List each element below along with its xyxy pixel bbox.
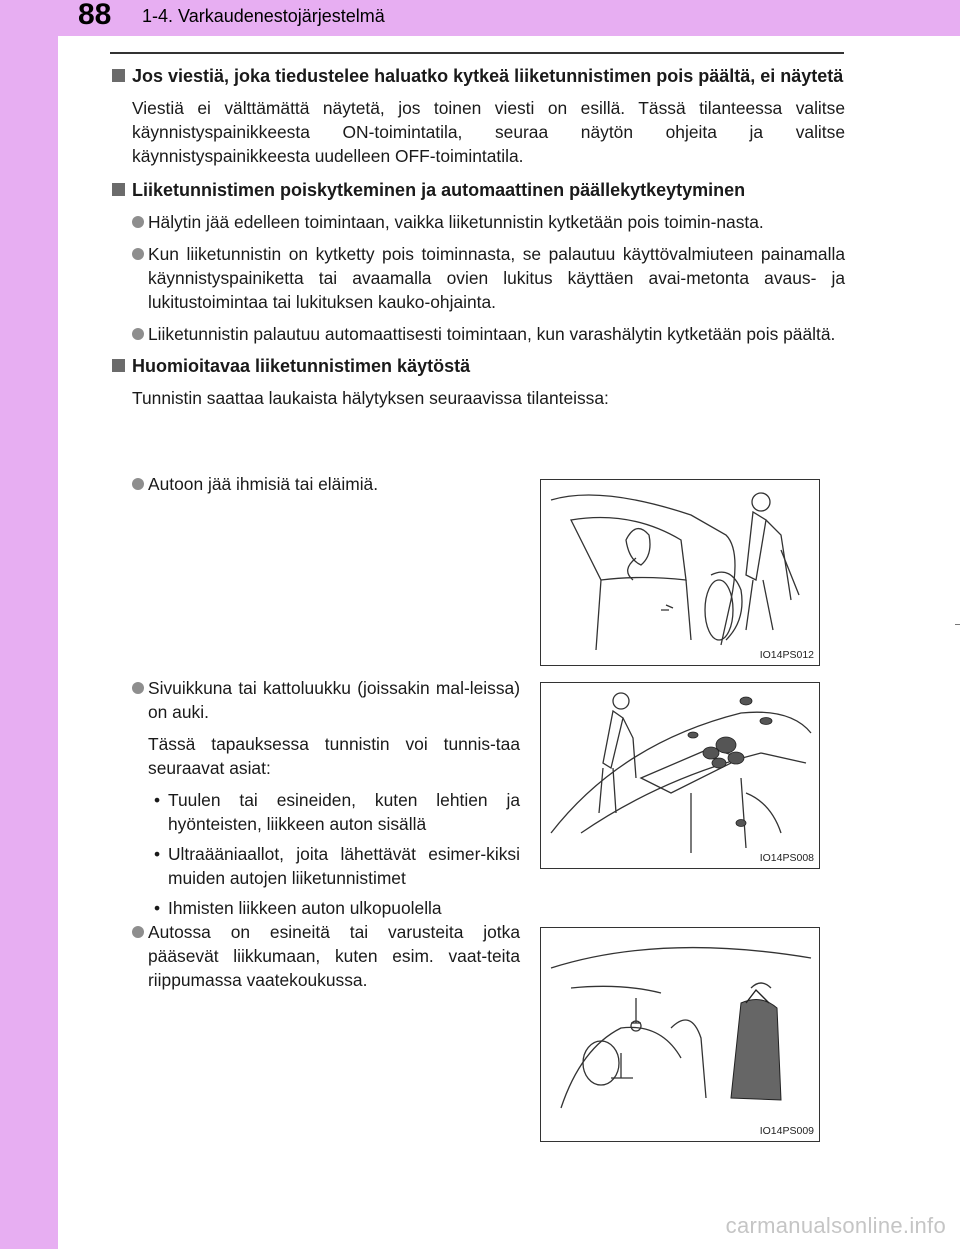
- illustration-leaves-sunroof: [540, 682, 820, 869]
- sidebar-accent: [0, 0, 58, 1249]
- round-bullet-icon: [132, 328, 144, 340]
- list-item: Autoon jää ihmisiä tai eläimiä.: [132, 472, 520, 496]
- section-heading-text: Jos viestiä, joka tiedustelee haluatko kytkeä liiketunnistimen pois päältä, ei näytetä: [132, 66, 844, 86]
- round-bullet-icon: [132, 478, 144, 490]
- round-bullet-icon: [132, 926, 144, 938]
- dash-item: • Tuulen tai esineiden, kuten lehtien ja hyönteisten, liikkeen auton sisällä: [154, 790, 520, 834]
- round-bullet-icon: [132, 248, 144, 260]
- car-dog-person-drawing: [541, 480, 818, 664]
- illustration-hanging-clothes: [540, 927, 820, 1142]
- square-bullet-icon: [112, 183, 125, 196]
- item-text-block: [110, 472, 520, 504]
- dash-bullet-icon: •: [154, 790, 161, 810]
- dash-bullet-icon: •: [154, 844, 161, 864]
- round-bullet-icon: [132, 682, 144, 694]
- round-bullet-icon: [132, 216, 144, 228]
- section-intro: Tunnistin saattaa laukaista hälytyksen seuraavissa tilanteissa:: [132, 388, 609, 408]
- section-body: Viestiä ei välttämättä näytetä, jos toinen viesti on esillä. Tässä tilanteessa valitse käynnistyspainikkeesta ON-toimintatila, seuraa näytön ohjeita ja valitse käynnistyspainikkeesta uudelleen OFF-toimintatila.: [132, 98, 845, 166]
- list-item: Hälytin jää edelleen toimintaan, vaikka liiketunnistin kytketään pois toimin-nasta.: [132, 210, 845, 234]
- page-number: 88: [78, 0, 112, 31]
- car-interior-drawing: [541, 928, 818, 1140]
- list-item: Sivuikkuna tai kattoluukku (joissakin mal-leissa) on auki.: [132, 676, 520, 724]
- main-content: [110, 64, 845, 420]
- illustration-dog-in-car: [540, 479, 820, 666]
- item-text-block: [110, 920, 520, 1000]
- dash-item: • Ihmisten liikkeen auton ulkopuolella: [154, 898, 442, 918]
- section-heading-notes: [110, 354, 845, 378]
- dash-bullet-icon: •: [154, 898, 161, 918]
- figure-code: IO14PS009: [759, 1125, 814, 1137]
- header-rule: [110, 52, 844, 54]
- margin-tick: [955, 624, 960, 625]
- item-sub-paragraph: Tässä tapauksessa tunnistin voi tunnis-taa seuraavat asiat:: [148, 734, 520, 778]
- square-bullet-icon: [112, 69, 125, 82]
- item-text-block: [110, 676, 520, 926]
- chapter-title: 1-4. Varkaudenestojärjestelmä: [142, 6, 385, 26]
- square-bullet-icon: [112, 359, 125, 372]
- figure-code: IO14PS012: [759, 649, 814, 661]
- section-heading-text: Huomioitavaa liiketunnistimen käytöstä: [132, 356, 471, 376]
- list-item: Liiketunnistin palautuu automaattisesti toimintaan, kun varashälytin kytketään pois päältä.: [132, 322, 845, 346]
- section-heading-message: [110, 64, 845, 88]
- figure-code: IO14PS008: [759, 852, 814, 864]
- watermark: carmanualsonline.info: [725, 1213, 946, 1238]
- sunroof-leaves-drawing: [541, 683, 818, 867]
- section-heading-disable: [110, 178, 845, 202]
- dash-item: • Ultraääniaallot, joita lähettävät esimer-kiksi muiden autojen liiketunnistimet: [154, 844, 520, 888]
- list-item: Autossa on esineitä tai varusteita jotka pääsevät liikkumaan, kuten esim. vaat-teita riippumassa vaatekoukussa.: [132, 920, 520, 992]
- section-heading-text: Liiketunnistimen poiskytkeminen ja automaattinen päällekytkeytyminen: [132, 180, 746, 200]
- list-item: Kun liiketunnistin on kytketty pois toiminnasta, se palautuu käyttövalmiuteen painamalla käynnistyspainiketta tai avaamalla ovien lukitus käyttäen avai-metonta avaus- ja lukitustoimintaa tai lukituksen kauko-ohjainta.: [132, 242, 845, 314]
